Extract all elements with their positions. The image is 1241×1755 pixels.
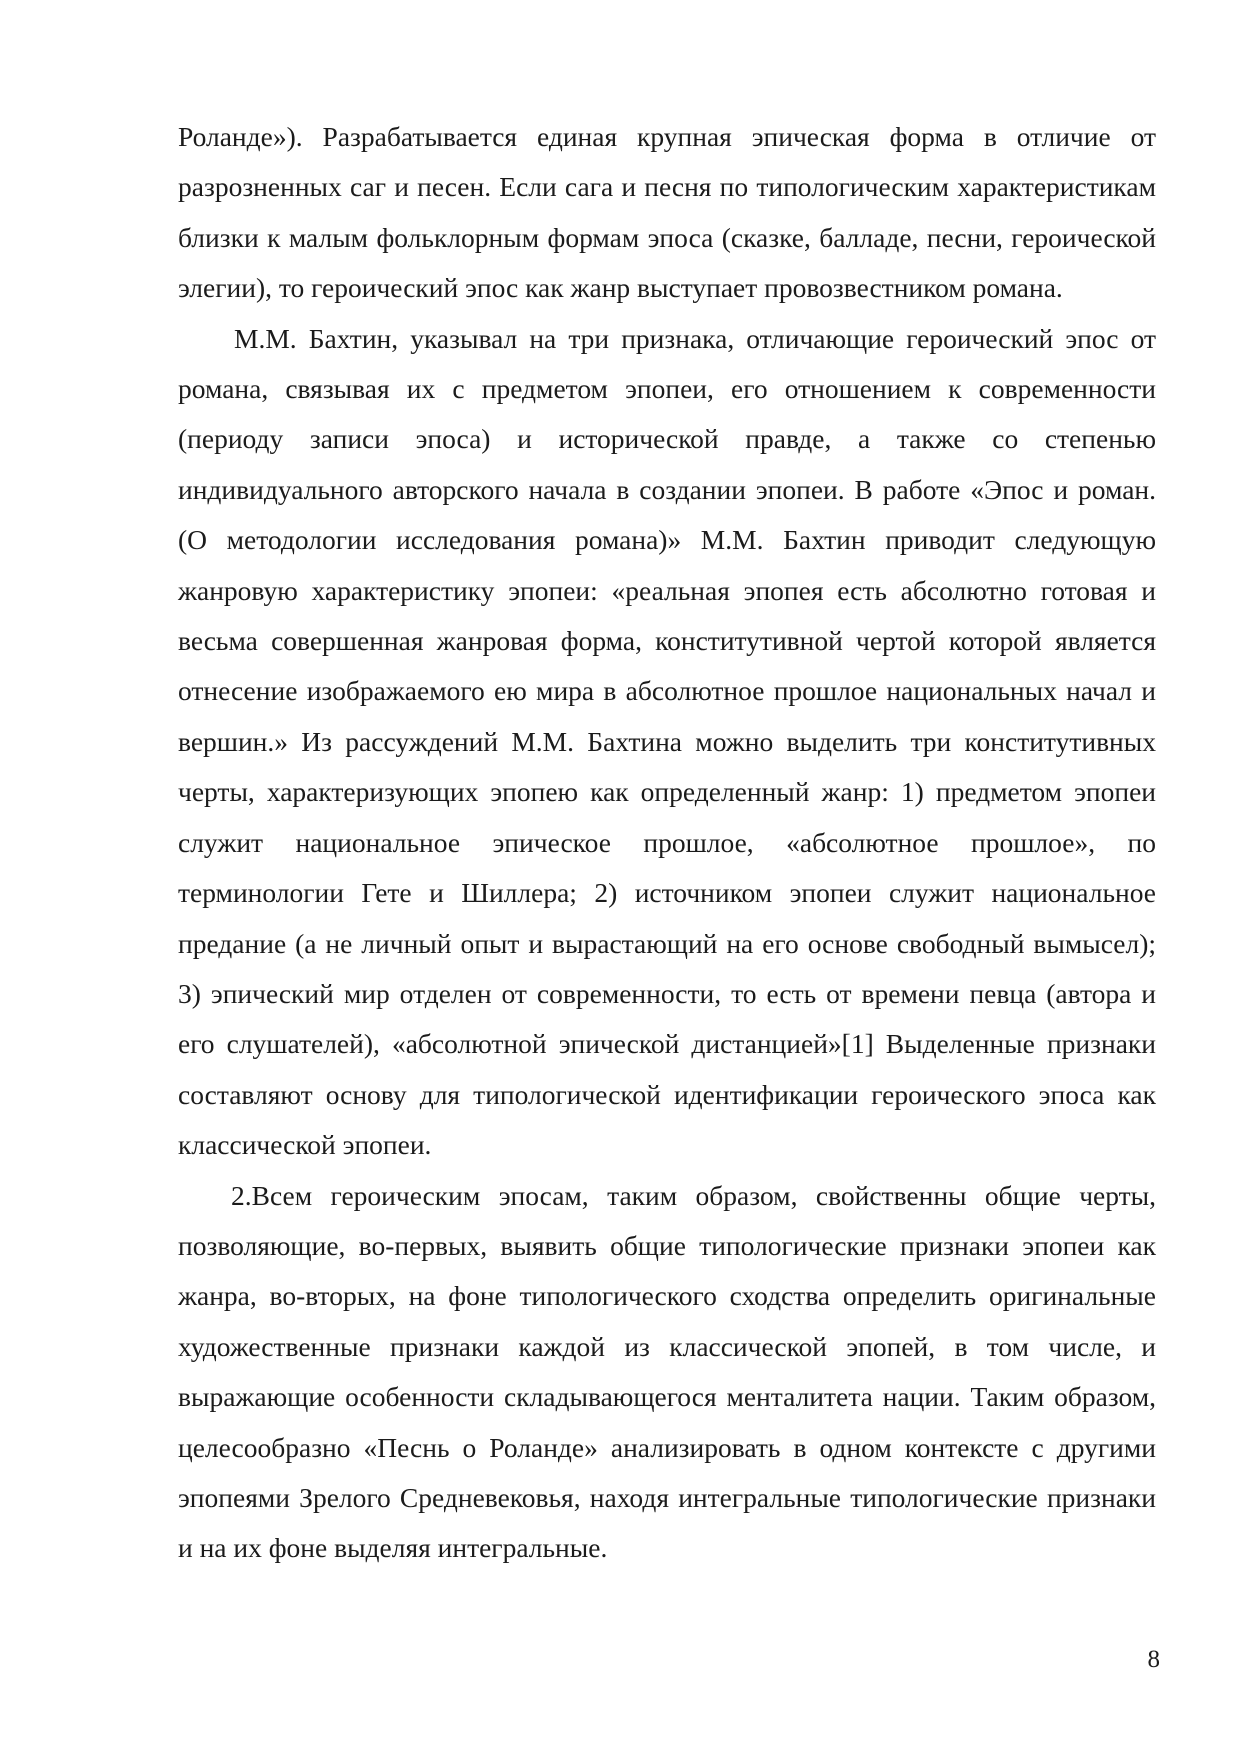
paragraph-continuation: Роланде»). Разрабатывается единая крупная эпическая форма в отличие от разрозненных саг и песен. Если сага и песня по типологическим характеристикам близки к малым фольклорным формам эпоса (сказке, балладе, песни, героической элегии), то героический эпос как жанр выступает провозвестником романа. <box>178 121 1156 304</box>
paragraph-conclusion: 2.Всем героическим эпосам, таким образом, свойственны общие черты, позволяющие, во-первых, выявить общие типологические признаки эпопеи как жанра, во-вторых, на фоне типологического сходства определить оригинальные художественные признаки каждой из классической эпопей, в том числе, и выражающие особенности складывающегося менталитета нации. Таким образом, целесообразно «Песнь о Роланде» анализировать в одном контексте с другими эпопеями Зрелого Средневековья, находя интегральные типологические признаки и на их фоне выделяя интегральные. <box>178 1179 1156 1564</box>
paragraph-bakhtin: М.М. Бахтин, указывал на три признака, отличающие героический эпос от романа, связывая их с предметом эпопеи, его отношением к современности (периоду записи эпоса) и исторической правде, а также со степенью индивидуального авторского начала в создании эпопеи. В работе «Эпос и роман. (О методологии исследования романа)» М.М. Бахтин приводит следующую жанровую характеристику эпопеи: «реальная эпопея есть абсолютно готовая и весьма совершенная жанровая форма, конститутивной чертой которой является отнесение изображаемого ею мира в абсолютное прошлое национальных начал и вершин.» Из рассуждений М.М. Бахтина можно выделить три конститутивных черты, характеризующих эпопею как определенный жанр: 1) предметом эпопеи служит национальное эпическое прошлое, «абсолютное прошлое», по терминологии Гете и Шиллера; 2) источником эпопеи служит национальное предание (а не личный опыт и вырастающий на его основе свободный вымысел); 3) эпический мир отделен от современности, то есть от времени певца (автора и его слушателей), «абсолютной эпической дистанцией»[1] Выделенные признаки составляют основу для типологической идентификации героического эпоса как классической эпопеи. <box>178 322 1156 1161</box>
body-text <box>178 112 1156 1574</box>
page-number: 8 <box>1147 1646 1160 1673</box>
